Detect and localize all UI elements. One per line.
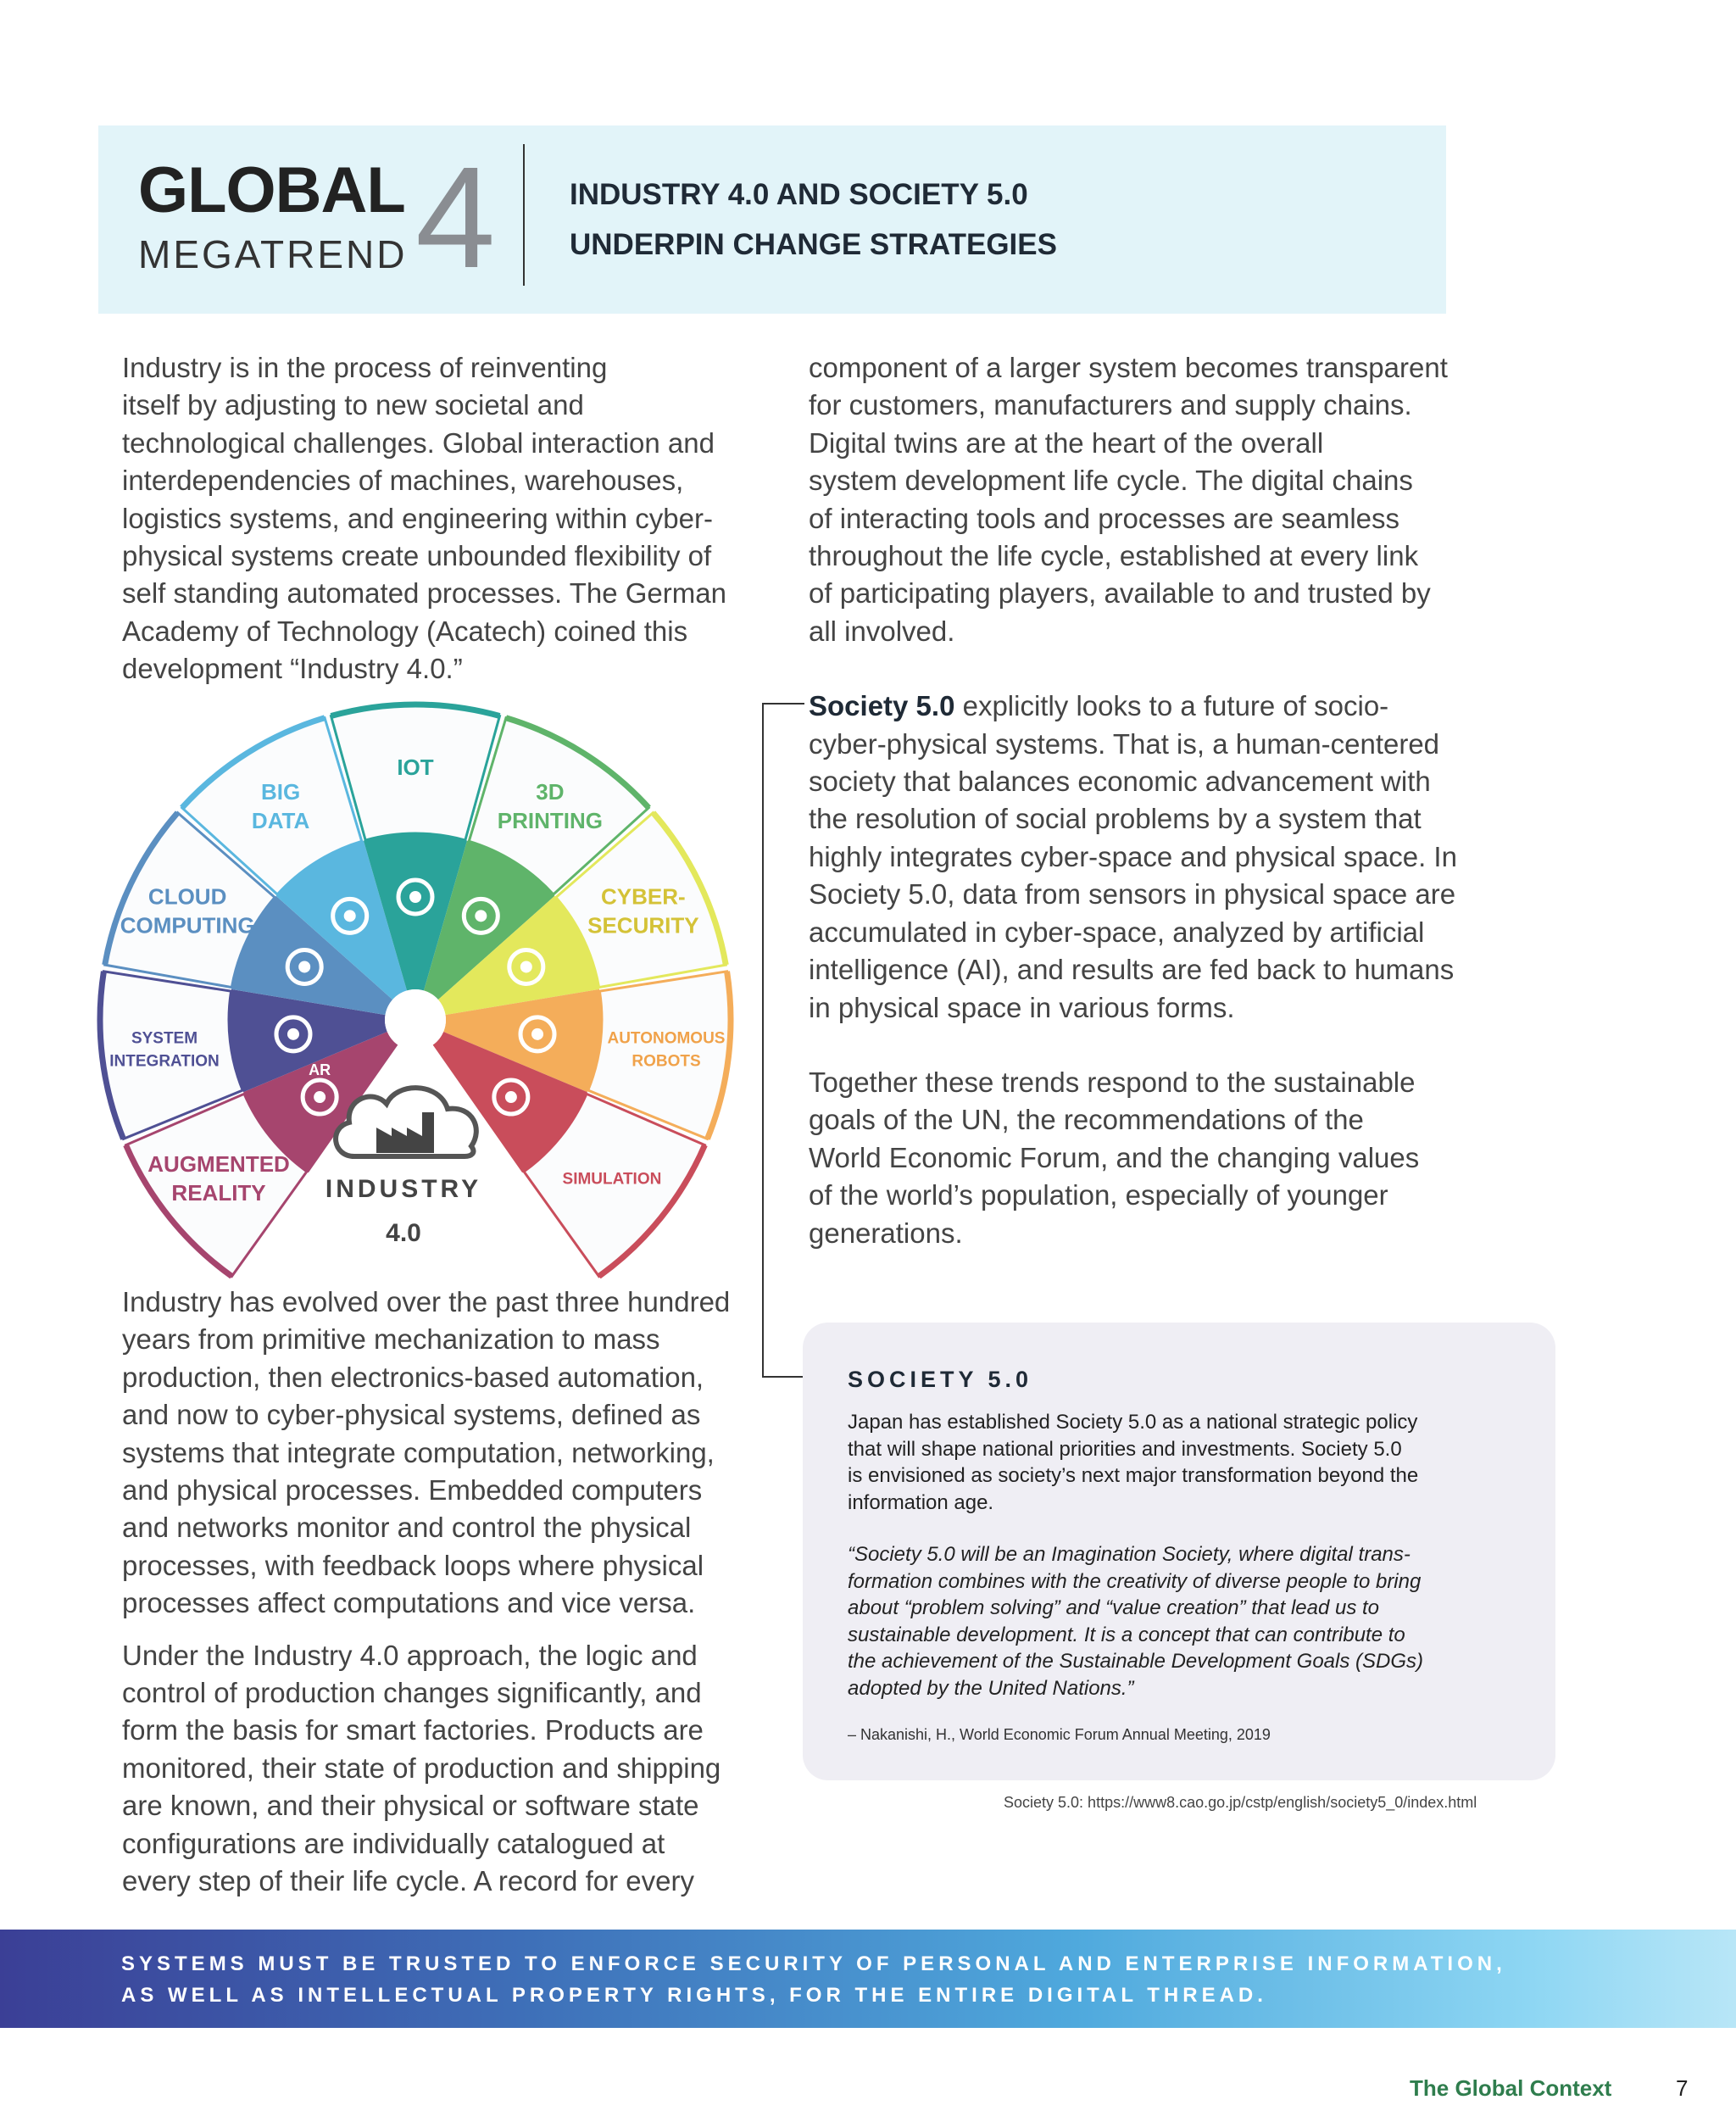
text-line: adopted by the United Nations.” (848, 1676, 1134, 1700)
text-line: the achievement of the Sustainable Development Goals (SDGs) (848, 1650, 1424, 1673)
statement-band (0, 1930, 1736, 2028)
text-line: highly integrates cyber-space and physical space. In (809, 840, 1457, 872)
callout-title: SOCIETY 5.0 (848, 1367, 1033, 1392)
text-line: accumulated in cyber-space, analyzed by artificial (809, 916, 1425, 948)
segment-label: SECURITY (587, 912, 699, 938)
megatrend-number: 4 (415, 137, 496, 298)
callout-quote (848, 1541, 1526, 1701)
text-line: Industry has evolved over the past three hundred (122, 1286, 731, 1317)
left-column-bottom (122, 1284, 766, 1901)
segment-label: REALITY (171, 1180, 266, 1206)
text-line: Japan has established Society 5.0 as a national strategic policy (848, 1411, 1418, 1434)
megatrend-subtitle: MEGATREND (138, 232, 408, 276)
text-line: Academy of Technology (Acatech) coined this (122, 615, 688, 647)
callout-body (848, 1409, 1526, 1516)
text-line: years from primitive mechanization to mass (122, 1323, 660, 1356)
text-line: intelligence (AI), and results are fed back to humans (809, 954, 1455, 986)
text-line: of interacting tools and processes are seamless (809, 502, 1400, 534)
text-line: production, then electronics-based automation, (122, 1361, 704, 1393)
diagram-center-hole (385, 989, 446, 1050)
text-line: World Economic Forum, and the changing values (809, 1141, 1420, 1173)
paragraph-industry-intro (122, 349, 766, 688)
segment-label: ROBOTS (632, 1052, 701, 1071)
text-line: component of a larger system becomes transparent (809, 352, 1448, 383)
segment-label: AUGMENTED (147, 1151, 290, 1178)
segment-label: IOT (397, 755, 434, 781)
text-line: development “Industry 4.0.” (122, 653, 463, 685)
segment-label: COMPUTING (120, 912, 255, 938)
ar-label: AR (309, 1061, 331, 1079)
text-line: Under the Industry 4.0 approach, the logic and (122, 1639, 698, 1671)
text-line: itself by adjusting to new societal and (122, 389, 584, 421)
text-line: systems that integrate computation, networking, (122, 1436, 715, 1468)
text-line: information age. (848, 1490, 994, 1514)
megatrend-title: GLOBAL (138, 154, 405, 226)
text-line: goals of the UN, the recommendations of the (809, 1104, 1364, 1136)
text-line: every step of their life cycle. A record for every (122, 1865, 694, 1897)
segment-label: CLOUD (147, 883, 227, 910)
text-line: sustainable development. It is a concept that can contribute to (848, 1623, 1405, 1646)
text-line: system development life cycle. The digital chains (809, 465, 1413, 497)
diagram-center-label-2: 4.0 (386, 1219, 421, 1247)
left-column-top (122, 349, 766, 688)
headline-line-2: UNDERPIN CHANGE STRATEGIES (570, 228, 1057, 261)
segment-label: SIMULATION (562, 1170, 662, 1189)
text-line: throughout the life cycle, established at every link (809, 540, 1419, 572)
bracket-top (762, 703, 804, 705)
text-line: the resolution of social problems by a system that (809, 803, 1422, 835)
paragraph-society-5: Society 5.0 explicitly looks to a future of socio- cyber-physical systems. That is, a human-centered society that balances economic advancement with the resolution of social problems by a system that highly integrates cyber-space and physical space. In Society 5.0, data from sensors in physical space are accumulated in cyber-space, analyzed by artificial intelligence (AI), and results are fed back to humans in physical space in various forms. (809, 688, 1487, 1027)
text-line: and networks monitor and control the physical (122, 1512, 692, 1544)
segment-label: AUTONOMOUS (607, 1029, 726, 1048)
text-line: for customers, manufacturers and supply chains. (809, 389, 1412, 421)
segment-label: INTEGRATION (109, 1052, 220, 1071)
text-line: and physical processes. Embedded computers (122, 1474, 703, 1507)
segment-label: BIG (260, 778, 301, 805)
text-line: technological challenges. Global interaction and (122, 426, 715, 459)
text-line: configurations are individually catalogued at (122, 1827, 665, 1859)
headline-line-1: INDUSTRY 4.0 AND SOCIETY 5.0 (570, 178, 1028, 211)
text-line: interdependencies of machines, warehouses, (122, 465, 684, 497)
text-line: of the world’s population, especially of younger (809, 1179, 1388, 1211)
industry-4-diagram (92, 693, 744, 1278)
paragraph-industry-approach (122, 1637, 766, 1901)
text-line: physical systems create unbounded flexibility of (122, 540, 712, 572)
text-line: formation combines with the creativity of diverse people to bring (848, 1569, 1422, 1593)
text-line: and now to cyber-physical systems, defined as (122, 1399, 701, 1431)
paragraph-sustainable-goals (809, 1064, 1487, 1252)
text-line: is envisioned as society’s next major transformation beyond the (848, 1464, 1419, 1487)
segment-label: 3D (536, 778, 565, 805)
text-line: Society 5.0, data from sensors in physical space are (809, 878, 1456, 911)
text-line: “Society 5.0 will be an Imagination Society, where digital trans- (848, 1543, 1410, 1566)
statement-line-1: SYSTEMS MUST BE TRUSTED TO ENFORCE SECURITY OF PERSONAL AND ENTERPRISE INFORMATION, (121, 1952, 1506, 1975)
footnote-link[interactable]: Society 5.0: https://www8.cao.go.jp/cstp/english/society5_0/index.html (1004, 1794, 1477, 1811)
paragraph-industry-evolution (122, 1284, 766, 1623)
text-line: Industry is in the process of reinventing (122, 352, 608, 383)
text-line: control of production changes significantly, and (122, 1677, 702, 1709)
segment-label: PRINTING (497, 807, 604, 833)
text-line: all involved. (809, 615, 955, 647)
right-column (809, 349, 1487, 1252)
text-line: of participating players, available to and trusted by (809, 577, 1431, 610)
text-line: in physical space in various forms. (809, 991, 1235, 1023)
society-5-term: Society 5.0 (809, 690, 955, 722)
text-line: Together these trends respond to the sustainable (809, 1066, 1416, 1098)
diagram-center-label-1: INDUSTRY (325, 1175, 482, 1203)
header-divider (523, 144, 525, 286)
callout-citation: – Nakanishi, H., World Economic Forum Annual Meeting, 2019 (848, 1726, 1271, 1743)
text-line: society that balances economic advancement with (809, 766, 1431, 798)
page-number: 7 (1676, 2075, 1689, 2101)
segment-label: CYBER- (601, 883, 686, 910)
text-line: about “problem solving” and “value creation” that lead us to (848, 1596, 1380, 1619)
bracket-bottom (762, 1376, 804, 1378)
text-line: Digital twins are at the heart of the overall (809, 426, 1324, 459)
bracket-line (762, 703, 764, 1378)
text-line: form the basis for smart factories. Products are (122, 1714, 704, 1746)
text-line: processes, with feedback loops where physical (122, 1549, 704, 1581)
paragraph-digital-twins (809, 349, 1487, 650)
statement-line-2: AS WELL AS INTELLECTUAL PROPERTY RIGHTS, FOR THE ENTIRE DIGITAL THREAD. (121, 1984, 1267, 2007)
text-line: monitored, their state of production and shipping (122, 1752, 721, 1784)
segment-label: DATA (251, 807, 310, 833)
text-line: processes affect computations and vice versa. (122, 1587, 696, 1619)
footer-section-label: The Global Context (1410, 2075, 1612, 2101)
text-line: logistics systems, and engineering within cyber- (122, 502, 713, 534)
text-line: generations. (809, 1217, 963, 1249)
text-line: cyber-physical systems. That is, a human-centered (809, 727, 1440, 760)
text-line: that will shape national priorities and investments. Society 5.0 (848, 1437, 1402, 1461)
text-line: self standing automated processes. The German (122, 577, 726, 610)
segment-label: SYSTEM (131, 1029, 198, 1048)
text-line: are known, and their physical or software state (122, 1790, 699, 1822)
